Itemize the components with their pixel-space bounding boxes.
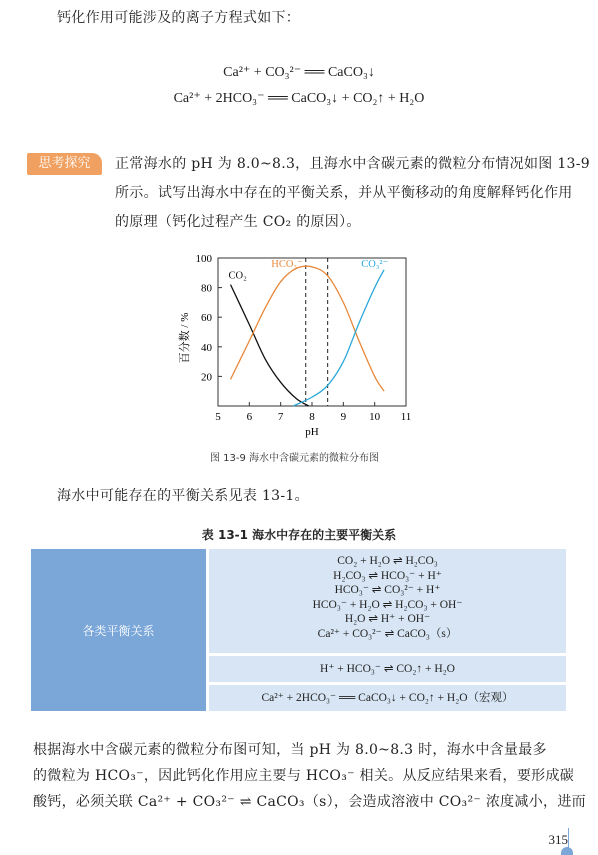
y-tick-label: 80 (201, 282, 212, 295)
series-label: HCO₃⁻ (271, 259, 303, 270)
series-line (231, 285, 309, 406)
bottom-line-1: 根据海水中含碳元素的微粒分布图可知，当 pH 为 8.0~8.3 时，海水中含量最多 (33, 742, 547, 758)
x-tick-label: 9 (340, 411, 347, 423)
series-line (293, 270, 384, 406)
row-header: 各类平衡关系 (31, 549, 206, 711)
y-tick-label: 100 (195, 253, 212, 265)
equilibrium-1: CO₂ + H₂O ⇌ H₂CO₃ (337, 555, 438, 567)
y-tick-label: 40 (201, 341, 212, 354)
bottom-line-2: 的微粒为 HCO₃⁻，因此钙化作用应主要与 HCO₃⁻ 相关。从反应结果来看，要形成碳 (33, 768, 575, 784)
intro-text: 钙化作用可能涉及的离子方程式如下： (57, 10, 301, 26)
equation-2: Ca²⁺ + 2HCO₃⁻ ══ CaCO₃↓ + CO₂↑ + H₂O (173, 91, 425, 106)
explore-tag: 思考探究 (27, 153, 102, 175)
equilibria-block (209, 549, 566, 653)
equation-1: Ca²⁺ + CO₃²⁻ ══ CaCO₃↓ (223, 65, 375, 80)
x-tick-label: 11 (400, 411, 412, 423)
chart-caption: 图 13-9 海水中含碳元素的微粒分布图 (210, 453, 380, 464)
species-distribution-chart (170, 246, 430, 442)
series-line (228, 266, 385, 391)
x-axis-label: pH (305, 426, 319, 438)
x-tick-label: 7 (277, 411, 284, 423)
page-number: 315 (548, 832, 568, 847)
page-marker-tab (561, 847, 573, 855)
equilibrium-3: HCO₃⁻ ⇌ CO₃²⁻ + H⁺ (334, 584, 441, 596)
sentence-table-ref: 海水中可能存在的平衡关系见表 13-1。 (57, 488, 309, 504)
equilibrium-table (31, 549, 566, 711)
x-tick-label: 5 (215, 411, 221, 423)
explore-line-2: 所示。试写出海水中存在的平衡关系，并从平衡移动的角度解释钙化作用 (115, 185, 573, 201)
bottom-line-3: 酸钙，必须关联 Ca²⁺ + CO₃²⁻ ⇌ CaCO₃（s），会造成溶液中 CO₃²⁻ 浓度减小，进而 (33, 794, 586, 810)
explore-line-3: 的原理（钙化过程产生 CO₂ 的原因）。 (115, 214, 361, 230)
equilibrium-4: HCO₃⁻ + H₂O ⇌ H₂CO₃ + OH⁻ (312, 598, 463, 611)
y-tick-label: 20 (201, 371, 212, 384)
table-title: 表 13-1 海水中存在的主要平衡关系 (201, 528, 397, 542)
series-label: CO₃²⁻ (361, 259, 389, 270)
page-marker-line (568, 828, 569, 848)
equilibrium-6: Ca²⁺ + CO₃²⁻ ⇌ CaCO₃（s） (317, 627, 458, 640)
x-tick-label: 8 (309, 411, 315, 423)
x-tick-label: 10 (369, 411, 381, 423)
equilibrium-row-3: Ca²⁺ + 2HCO₃⁻ ══ CaCO₃↓ + CO₂↑ + H₂O（宏观） (209, 685, 566, 711)
equilibrium-row-2: H⁺ + HCO₃⁻ ⇌ CO₂↑ + H₂O (209, 656, 566, 682)
equilibrium-5: H₂O ⇌ H⁺ + OH⁻ (344, 613, 431, 625)
x-tick-label: 6 (246, 411, 253, 423)
y-axis-label: 百分数 / % (179, 312, 191, 364)
equilibrium-2: H₂CO₃ ⇌ HCO₃⁻ + H⁺ (333, 569, 442, 582)
y-tick-label: 60 (201, 312, 212, 325)
explore-line-1: 正常海水的 pH 为 8.0~8.3，且海水中含碳元素的微粒分布情况如图 13-9 (115, 156, 590, 172)
series-label: CO₂ (228, 270, 247, 282)
